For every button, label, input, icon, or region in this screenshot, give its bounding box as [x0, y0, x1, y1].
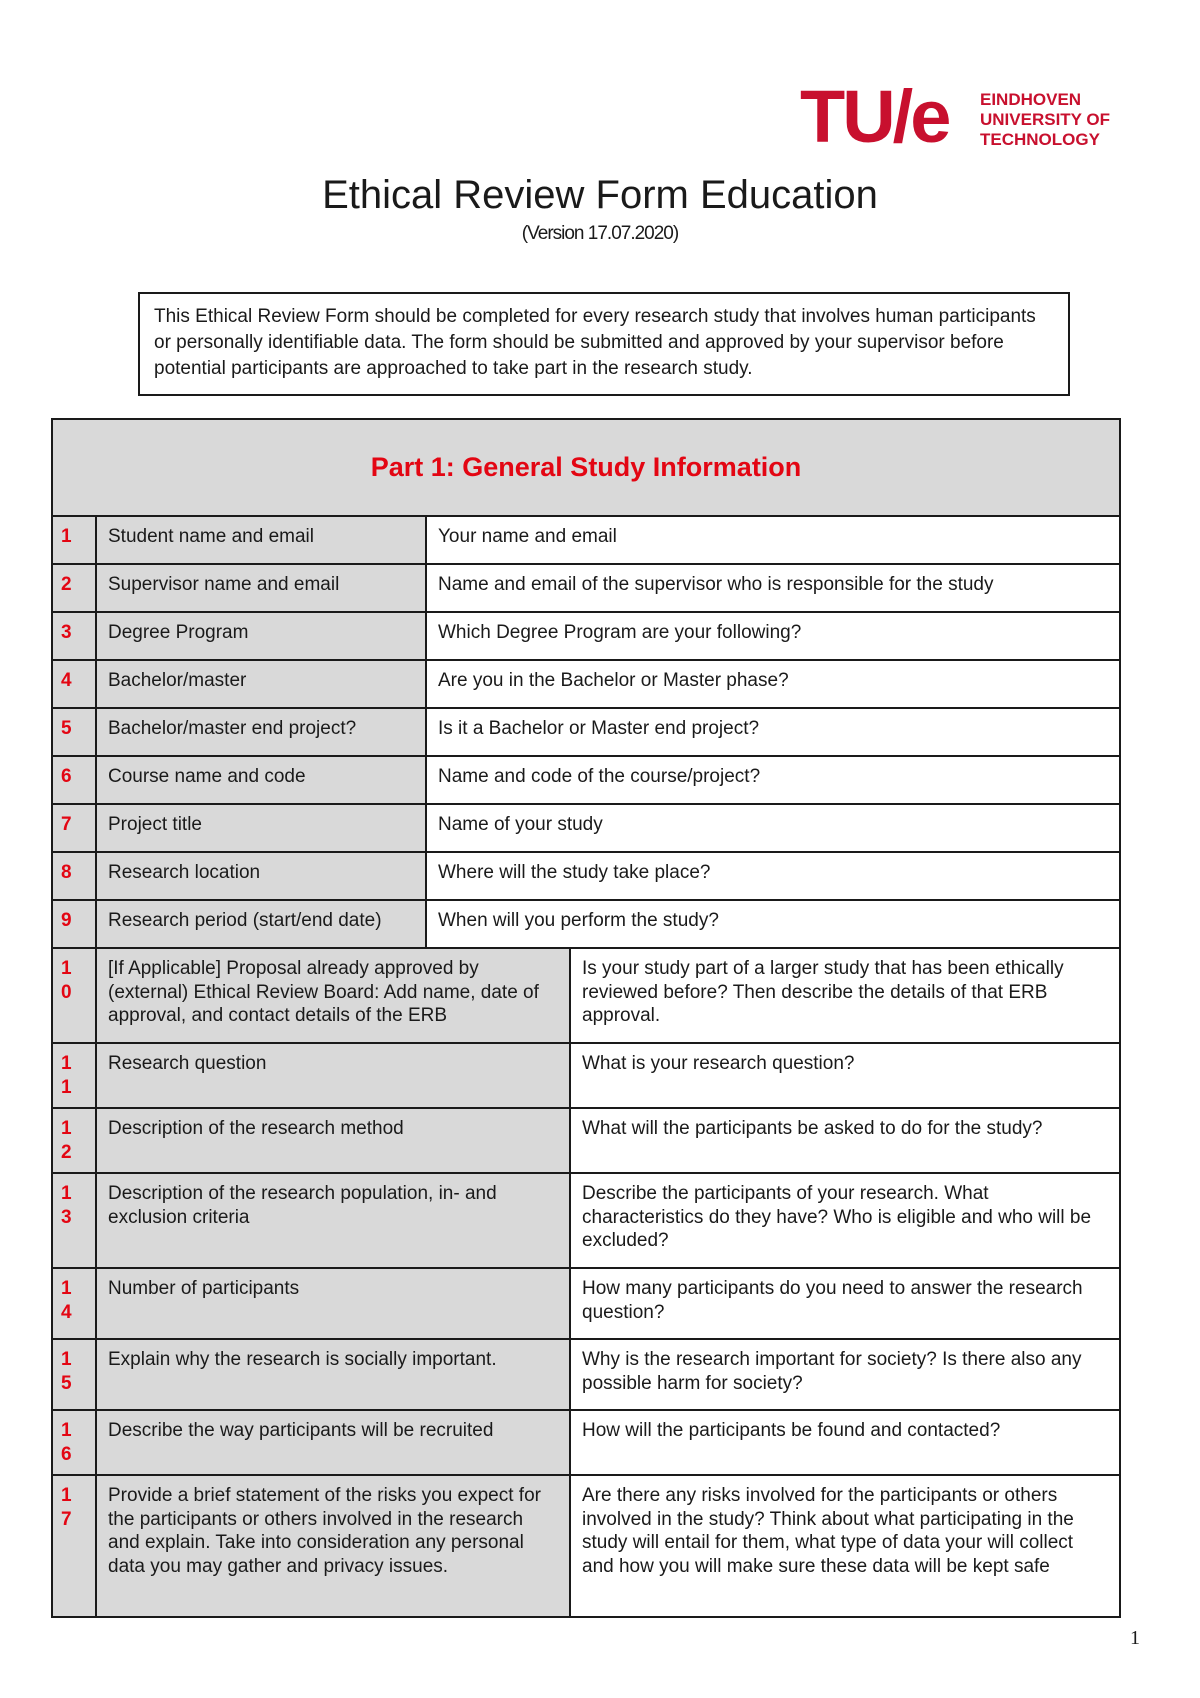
- row-label: Supervisor name and email: [96, 564, 426, 612]
- row-number-text: 14: [61, 1278, 72, 1323]
- row-number-text: 7: [61, 814, 72, 835]
- row-number-text: 2: [61, 574, 72, 595]
- row-answer-field[interactable]: Name and email of the supervisor who is responsible for the study: [426, 564, 1120, 612]
- row-number: [52, 516, 96, 564]
- row-number: [52, 900, 96, 948]
- row-number-text: 6: [61, 766, 72, 787]
- row-answer-field[interactable]: What is your research question?: [570, 1043, 1120, 1108]
- intro-box: This Ethical Review Form should be completed for every research study that involves human participants or personally identifiable data. The form should be submitted and approved by your supervisor before potential participants are approached to take part in the research study.: [138, 292, 1070, 396]
- row-number: [52, 1043, 96, 1108]
- row-answer-field[interactable]: When will you perform the study?: [426, 900, 1120, 948]
- row-number: [52, 852, 96, 900]
- row-answer-field[interactable]: Is your study part of a larger study that has been ethically reviewed before? Then describe the details of that ERB approval.: [570, 948, 1120, 1043]
- row-number: [52, 1410, 96, 1475]
- row-number: [52, 1268, 96, 1339]
- form-row: [52, 1173, 1120, 1268]
- row-number: [52, 660, 96, 708]
- row-answer-field[interactable]: Is it a Bachelor or Master end project?: [426, 708, 1120, 756]
- row-label: Research question: [96, 1043, 570, 1108]
- row-number: [52, 756, 96, 804]
- page-number: 1: [1130, 1627, 1140, 1649]
- row-label: Describe the way participants will be recruited: [96, 1410, 570, 1475]
- logo-line-2: UNIVERSITY OF: [980, 110, 1111, 129]
- form-row: [52, 1268, 1120, 1339]
- row-label: Student name and email: [96, 516, 426, 564]
- row-label: Description of the research population, in- and exclusion criteria: [96, 1173, 570, 1268]
- row-answer-field[interactable]: What will the participants be asked to do for the study?: [570, 1108, 1120, 1173]
- row-label: [If Applicable] Proposal already approved by (external) Ethical Review Board: Add name, date of approval, and contact details of the ERB: [96, 948, 570, 1043]
- form-row: [52, 1043, 1120, 1108]
- row-answer-field[interactable]: Name and code of the course/project?: [426, 756, 1120, 804]
- row-answer-field[interactable]: Are you in the Bachelor or Master phase?: [426, 660, 1120, 708]
- row-number-text: 10: [61, 958, 72, 1003]
- row-label: Course name and code: [96, 756, 426, 804]
- form-row: [52, 900, 1120, 948]
- row-label: Degree Program: [96, 612, 426, 660]
- logo-line-1: EINDHOVEN: [980, 90, 1082, 109]
- row-answer-field[interactable]: How many participants do you need to answer the research question?: [570, 1268, 1120, 1339]
- row-number-text: 8: [61, 862, 72, 883]
- row-label: Research period (start/end date): [96, 900, 426, 948]
- row-label: Bachelor/master end project?: [96, 708, 426, 756]
- row-number: [52, 1339, 96, 1410]
- page-title: Ethical Review Form Education: [322, 173, 878, 217]
- form-row: [52, 516, 1120, 564]
- row-answer-field[interactable]: Are there any risks involved for the participants or others involved in the study? Think about what participating in the study will entail for them, what type of data your will collect and how you will make sure these data will be kept safe: [570, 1475, 1120, 1617]
- row-number: [52, 612, 96, 660]
- row-label: Project title: [96, 804, 426, 852]
- row-answer-field[interactable]: Your name and email: [426, 516, 1120, 564]
- version-label: (Version 17.07.2020): [521, 223, 679, 244]
- row-number-text: 9: [61, 910, 72, 931]
- form-row: [52, 1475, 1120, 1617]
- row-number: [52, 708, 96, 756]
- form-row: [52, 660, 1120, 708]
- row-number-text: 1: [61, 526, 72, 547]
- logo-mark: TU/e: [800, 75, 949, 158]
- row-number-text: 16: [61, 1420, 72, 1465]
- form-row: [52, 756, 1120, 804]
- row-label: Number of participants: [96, 1268, 570, 1339]
- general-info-table: [51, 418, 1121, 1618]
- section-header-row: [52, 419, 1120, 516]
- row-number-text: 17: [61, 1485, 72, 1530]
- row-number-text: 15: [61, 1349, 72, 1394]
- row-number: [52, 804, 96, 852]
- row-answer-field[interactable]: How will the participants be found and contacted?: [570, 1410, 1120, 1475]
- form-row: [52, 1108, 1120, 1173]
- row-number-text: 11: [61, 1053, 72, 1098]
- form-row: [52, 1339, 1120, 1410]
- form-row: [52, 708, 1120, 756]
- row-answer-field[interactable]: Why is the research important for society? Is there also any possible harm for society?: [570, 1339, 1120, 1410]
- form-row: [52, 1410, 1120, 1475]
- row-number-text: 5: [61, 718, 72, 739]
- row-label: Provide a brief statement of the risks you expect for the participants or others involved in the research and explain. Take into consideration any personal data you may gather and privacy issues.: [96, 1475, 570, 1617]
- tue-logo: [800, 75, 1125, 158]
- row-label: Explain why the research is socially important.: [96, 1339, 570, 1410]
- section-title: Part 1: General Study Information: [52, 419, 1120, 516]
- form-row: [52, 804, 1120, 852]
- row-number: [52, 948, 96, 1043]
- row-number: [52, 1173, 96, 1268]
- logo-line-3: TECHNOLOGY: [980, 130, 1100, 149]
- row-answer-field[interactable]: Where will the study take place?: [426, 852, 1120, 900]
- row-number-text: 4: [61, 670, 72, 691]
- row-answer-field[interactable]: Which Degree Program are your following?: [426, 612, 1120, 660]
- row-label: Bachelor/master: [96, 660, 426, 708]
- row-number-text: 13: [61, 1183, 72, 1228]
- row-number-text: 3: [61, 622, 72, 643]
- row-label: Research location: [96, 852, 426, 900]
- form-row: [52, 852, 1120, 900]
- row-answer-field[interactable]: Describe the participants of your research. What characteristics do they have? Who is eligible and who will be excluded?: [570, 1173, 1120, 1268]
- form-row: [52, 612, 1120, 660]
- row-number-text: 12: [61, 1118, 72, 1163]
- row-label: Description of the research method: [96, 1108, 570, 1173]
- row-number: [52, 1475, 96, 1617]
- form-row: [52, 948, 1120, 1043]
- row-number: [52, 1108, 96, 1173]
- row-answer-field[interactable]: Name of your study: [426, 804, 1120, 852]
- logo-wordmark: [980, 90, 1110, 150]
- row-number: [52, 564, 96, 612]
- form-row: [52, 564, 1120, 612]
